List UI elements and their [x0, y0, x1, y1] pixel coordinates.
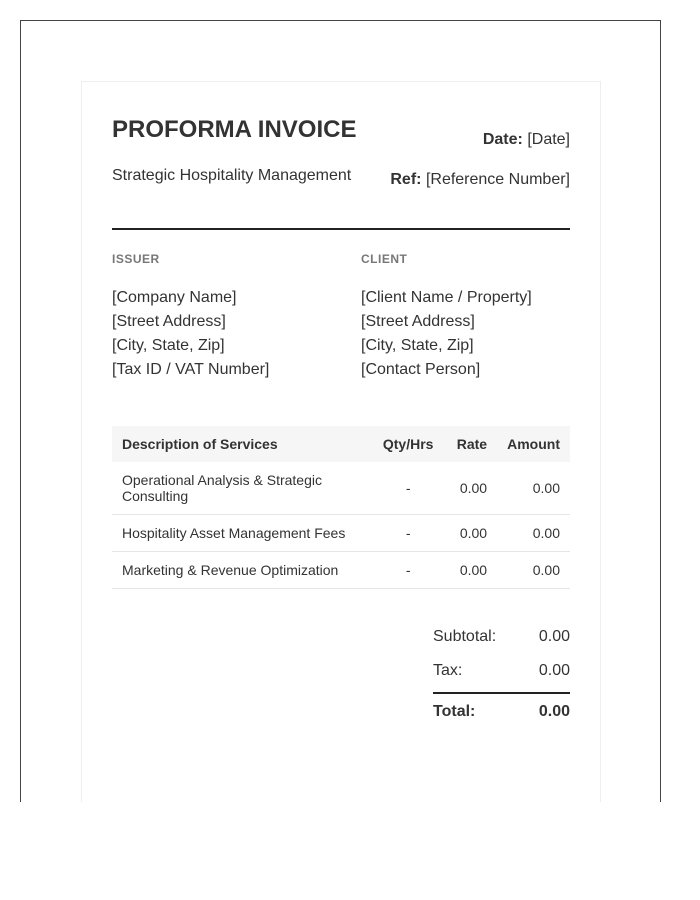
- row-rate: 0.00: [445, 462, 497, 515]
- company-tagline: Strategic Hospitality Management: [112, 167, 352, 184]
- total-value: 0.00: [538, 703, 570, 720]
- header-divider: [112, 228, 570, 230]
- row-qty: -: [371, 515, 445, 552]
- header-description: Description of Services: [112, 426, 371, 462]
- total-row: [433, 703, 570, 721]
- total-label: Total:: [433, 703, 476, 720]
- row-description: Marketing & Revenue Optimization: [112, 552, 371, 589]
- client-city-state-zip: [City, State, Zip]: [361, 337, 474, 354]
- row-qty: -: [371, 552, 445, 589]
- invoice-date: [483, 131, 570, 149]
- row-amount: 0.00: [497, 552, 570, 589]
- issuer-heading: ISSUER: [112, 252, 160, 266]
- row-rate: 0.00: [445, 515, 497, 552]
- client-address: [361, 286, 532, 382]
- client-contact-person: [Contact Person]: [361, 361, 481, 378]
- ref-value: [Reference Number]: [425, 171, 570, 188]
- header-rate: Rate: [445, 426, 497, 462]
- totals-divider: [433, 692, 570, 694]
- client-heading: CLIENT: [361, 252, 408, 266]
- issuer-address: [112, 286, 269, 382]
- date-label: Date:: [482, 131, 523, 148]
- invoice-reference: [390, 171, 570, 189]
- row-qty: -: [371, 462, 445, 515]
- tax-label: Tax:: [433, 662, 463, 679]
- services-table: [112, 426, 570, 589]
- header-amount: Amount: [497, 426, 570, 462]
- row-amount: 0.00: [497, 462, 570, 515]
- header-qty: Qty/Hrs: [371, 426, 445, 462]
- row-rate: 0.00: [445, 552, 497, 589]
- table-row: [112, 552, 570, 589]
- row-amount: 0.00: [497, 515, 570, 552]
- invoice-title: PROFORMA INVOICE: [112, 116, 357, 143]
- table-header-row: [112, 426, 570, 462]
- issuer-company-name: [Company Name]: [112, 289, 237, 306]
- tax-value: 0.00: [538, 662, 570, 679]
- client-street-address: [Street Address]: [361, 313, 475, 330]
- subtotal-value: 0.00: [538, 628, 570, 645]
- ref-label: Ref:: [390, 171, 422, 188]
- table-row: [112, 462, 570, 515]
- tax-row: [433, 662, 570, 680]
- issuer-street-address: [Street Address]: [112, 313, 226, 330]
- subtotal-label: Subtotal:: [433, 628, 497, 645]
- issuer-tax-id: [Tax ID / VAT Number]: [112, 361, 270, 378]
- subtotal-row: [433, 628, 570, 646]
- table-row: [112, 515, 570, 552]
- row-description: Operational Analysis & Strategic Consulting: [112, 462, 371, 515]
- issuer-city-state-zip: [City, State, Zip]: [112, 337, 225, 354]
- row-description: Hospitality Asset Management Fees: [112, 515, 371, 552]
- client-name: [Client Name / Property]: [361, 289, 532, 306]
- date-value: [Date]: [527, 131, 570, 148]
